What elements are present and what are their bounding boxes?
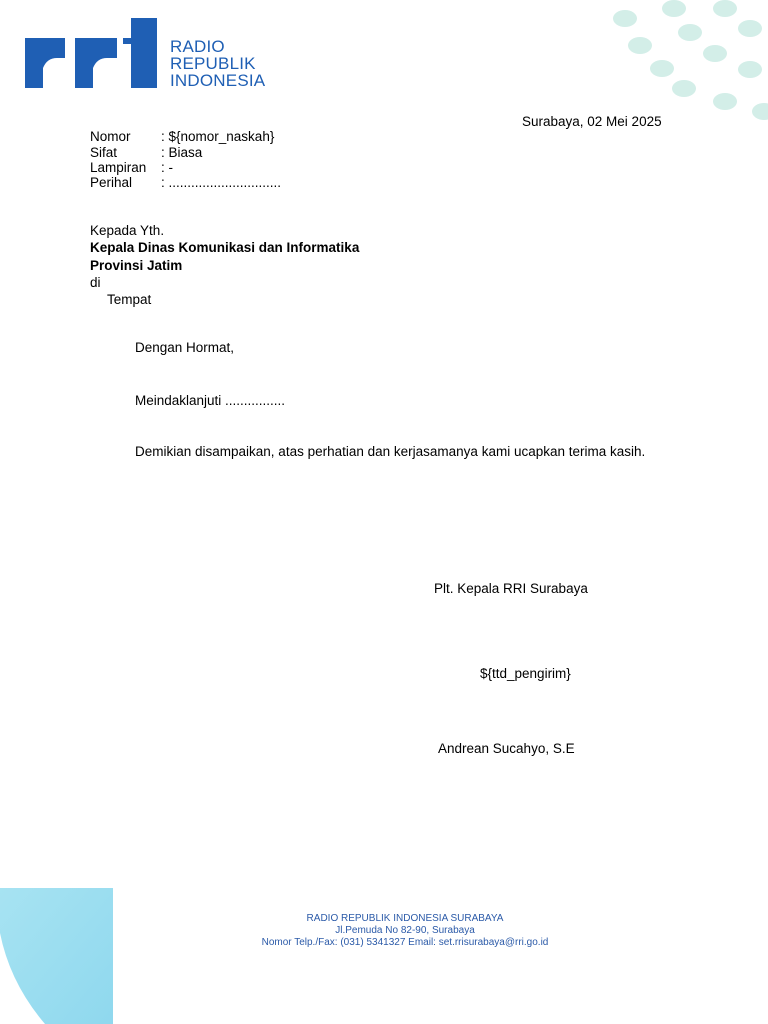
info-sifat (90, 145, 202, 160)
recipient-name-line2: Provinsi Jatim (90, 258, 183, 273)
rri-logo-mark-icon (25, 18, 159, 88)
info-label: Lampiran (90, 160, 147, 175)
signer-name: Andrean Sucahyo, S.E (438, 741, 575, 756)
info-value: : ${nomor_naskah} (161, 129, 275, 144)
place-date: Surabaya, 02 Mei 2025 (522, 114, 662, 129)
recipient-name-line1: Kepala Dinas Komunikasi dan Informatika (90, 240, 360, 255)
info-value: : - (161, 160, 173, 175)
logo-line-radio: RADIO (170, 37, 225, 56)
salutation: Dengan Hormat, (135, 340, 235, 355)
rri-logo (25, 18, 159, 91)
info-value: : Biasa (161, 145, 203, 160)
signature-title: Plt. Kepala RRI Surabaya (434, 581, 588, 596)
info-nomor (90, 129, 274, 144)
info-label: Nomor (90, 129, 131, 144)
body-text: Meindaklanjuti ................ (135, 393, 286, 408)
recipient-tempat: Tempat (107, 292, 152, 307)
logo-line-republik: REPUBLIK (170, 54, 256, 73)
closing-paragraph: Demikian disampaikan, atas perhatian dan kerjasamanya kami ucapkan terima kasih. (135, 444, 646, 459)
logo-line-indonesia: INDONESIA (170, 71, 266, 90)
recipient-di: di (90, 275, 101, 290)
footer-contact: Nomor Telp./Fax: (031) 5341327 Email: set.rrisurabaya@rri.go.id (261, 937, 549, 948)
decorative-wave-icon (0, 888, 113, 1024)
info-label: Sifat (90, 145, 118, 160)
footer-org-name: RADIO REPUBLIK INDONESIA SURABAYA (306, 913, 504, 924)
signature-placeholder: ${ttd_pengirim} (480, 666, 571, 681)
logo-wordmark (170, 38, 265, 89)
info-lampiran (90, 160, 173, 175)
letterhead-footer (180, 913, 630, 949)
info-perihal (90, 175, 281, 190)
recipient-greeting: Kepada Yth. (90, 223, 165, 238)
footer-address: Jl.Pemuda No 82-90, Surabaya (335, 925, 475, 936)
info-value: : .............................. (161, 175, 282, 190)
info-label: Perihal (90, 175, 133, 190)
